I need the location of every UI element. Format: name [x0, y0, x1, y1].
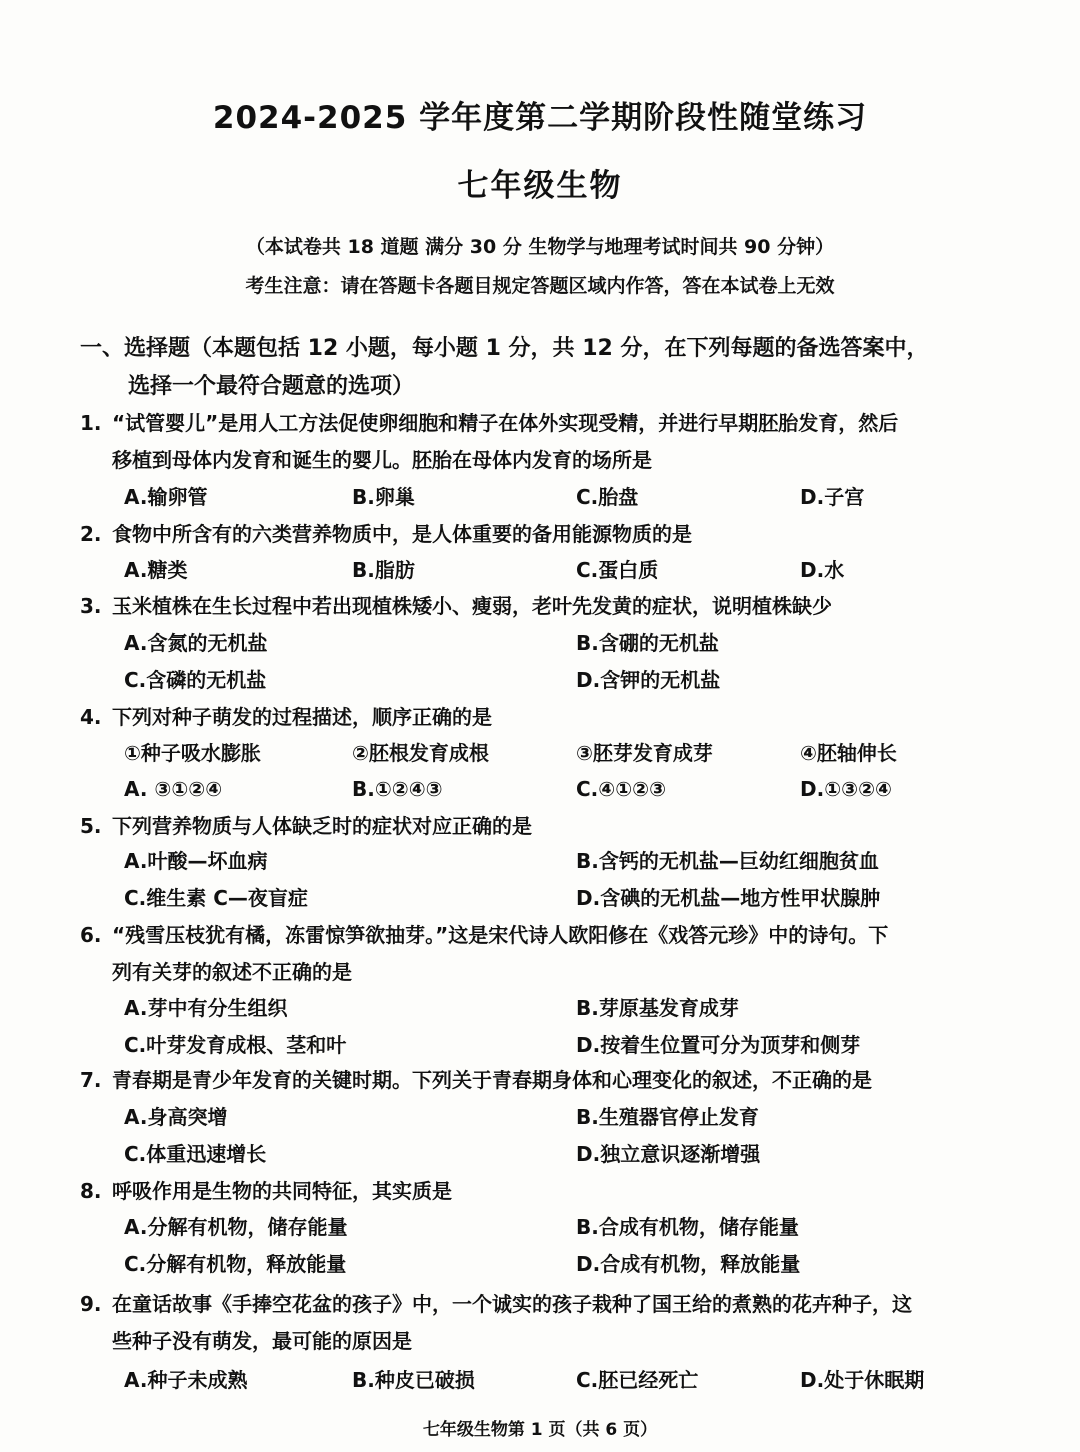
option-d: D.独立意识逐渐增强 — [576, 1142, 761, 1166]
option-a: A.分解有机物，储存能量 — [124, 1215, 348, 1239]
question-number: 5. — [80, 814, 102, 838]
option-a: A.输卵管 — [124, 485, 208, 509]
question-text: 在童话故事《手捧空花盆的孩子》中，一个诚实的孩子栽种了国王给的煮熟的花卉种子，这 — [112, 1292, 912, 1316]
option-b: B.脂肪 — [352, 558, 415, 582]
option-d: D.水 — [800, 558, 845, 582]
section-heading-line1: 一、选择题（本题包括 12 小题，每小题 1 分，共 12 分，在下列每题的备选答案中， — [80, 336, 929, 361]
option-c: C.蛋白质 — [576, 558, 659, 582]
exam-title: 2024-2025 学年度第二学期阶段性随堂练习 — [212, 100, 868, 136]
option-c: C.体重迅速增长 — [124, 1142, 267, 1166]
question-text-cont: 移植到母体内发育和诞生的婴儿。胚胎在母体内发育的场所是 — [112, 448, 652, 472]
option-a: A. ③①②④ — [124, 777, 223, 801]
option-d: D.处于休眠期 — [800, 1368, 925, 1392]
exam-notice: 考生注意：请在答题卡各题目规定答题区域内作答，答在本试卷上无效 — [245, 275, 835, 297]
section-heading-line2: 选择一个最符合题意的选项） — [128, 374, 415, 399]
option-d: D.含钾的无机盐 — [576, 668, 721, 692]
option-c: C.叶芽发育成根、茎和叶 — [124, 1033, 347, 1057]
question-2 — [80, 516, 1020, 553]
question-number: 9. — [80, 1292, 102, 1316]
question-text: 下列营养物质与人体缺乏时的症状对应正确的是 — [112, 814, 532, 838]
question-7-options-row1 — [120, 1099, 1020, 1136]
option-b: B.含钙的无机盐—巨幼红细胞贫血 — [576, 849, 879, 873]
option-d: D.合成有机物，释放能量 — [576, 1252, 801, 1276]
question-2-options — [120, 552, 1020, 589]
option-d: D.含碘的无机盐—地方性甲状腺肿 — [576, 886, 881, 910]
question-number: 3. — [80, 594, 102, 618]
question-4-options — [120, 771, 1020, 808]
question-text: 食物中所含有的六类营养物质中，是人体重要的备用能源物质的是 — [112, 522, 692, 546]
question-number: 4. — [80, 705, 102, 729]
option-a: A.糖类 — [124, 558, 188, 582]
question-7-options-row2 — [120, 1136, 1020, 1173]
question-3-options-row2 — [120, 662, 1020, 699]
option-a: A.叶酸—坏血病 — [124, 849, 268, 873]
option-b: B.芽原基发育成芽 — [576, 996, 739, 1020]
question-6-options-row2 — [120, 1027, 1020, 1064]
question-text: 呼吸作用是生物的共同特征，其实质是 — [112, 1179, 452, 1203]
option-b: B.①②④③ — [352, 777, 443, 801]
question-number: 2. — [80, 522, 102, 546]
question-text-cont: 列有关芽的叙述不正确的是 — [112, 960, 352, 984]
question-text: 青春期是青少年发育的关键时期。下列关于青春期身体和心理变化的叙述，不正确的是 — [112, 1068, 872, 1092]
question-1 — [80, 405, 1020, 479]
option-c: C.维生素 C—夜盲症 — [124, 886, 308, 910]
question-4 — [80, 699, 1020, 736]
option-c: C.含磷的无机盐 — [124, 668, 267, 692]
question-8-options-row1 — [120, 1209, 1020, 1246]
option-a: A.身高突增 — [124, 1105, 228, 1129]
question-text-cont: 些种子没有萌发，最可能的原因是 — [112, 1329, 412, 1353]
option-d: D.子宫 — [800, 485, 865, 509]
question-5 — [80, 808, 1020, 845]
question-9-options — [120, 1362, 1020, 1399]
question-6-options-row1 — [120, 990, 1020, 1027]
option-a: A.芽中有分生组织 — [124, 996, 288, 1020]
page-footer: 七年级生物第 1 页（共 6 页） — [422, 1420, 658, 1440]
step-4: ④胚轴伸长 — [800, 741, 897, 765]
option-d: D.按着生位置可分为顶芽和侧芽 — [576, 1033, 861, 1057]
question-7 — [80, 1062, 1020, 1099]
question-number: 8. — [80, 1179, 102, 1203]
question-number: 6. — [80, 923, 102, 947]
question-4-steps — [120, 735, 1020, 772]
step-3: ③胚芽发育成芽 — [576, 741, 713, 765]
step-2: ②胚根发育成根 — [352, 741, 489, 765]
question-number: 7. — [80, 1068, 102, 1092]
exam-subject: 七年级生物 — [457, 168, 623, 204]
question-text: “试管婴儿”是用人工方法促使卵细胞和精子在体外实现受精，并进行早期胚胎发育，然后 — [112, 411, 899, 435]
option-c: C.④①②③ — [576, 777, 667, 801]
option-c: C.胎盘 — [576, 485, 639, 509]
exam-info: （本试卷共 18 道题 满分 30 分 生物学与地理考试时间共 90 分钟） — [245, 236, 835, 258]
question-5-options-row2 — [120, 880, 1020, 917]
option-b: B.种皮已破损 — [352, 1368, 475, 1392]
question-1-options — [120, 479, 1020, 516]
question-8 — [80, 1173, 1020, 1210]
option-a: A.种子未成熟 — [124, 1368, 248, 1392]
option-b: B.卵巢 — [352, 485, 415, 509]
option-b: B.生殖器官停止发育 — [576, 1105, 759, 1129]
question-3 — [80, 588, 1020, 625]
question-6 — [80, 917, 1020, 991]
question-3-options-row1 — [120, 625, 1020, 662]
option-a: A.含氮的无机盐 — [124, 631, 268, 655]
question-9 — [80, 1286, 1020, 1360]
option-d: D.①③②④ — [800, 777, 892, 801]
question-number: 1. — [80, 411, 102, 435]
question-text: “残雪压枝犹有橘，冻雷惊笋欲抽芽。”这是宋代诗人欧阳修在《戏答元珍》中的诗句。下 — [112, 923, 889, 947]
question-5-options-row1 — [120, 843, 1020, 880]
question-8-options-row2 — [120, 1246, 1020, 1283]
question-text: 下列对种子萌发的过程描述，顺序正确的是 — [112, 705, 492, 729]
option-b: B.合成有机物，储存能量 — [576, 1215, 799, 1239]
step-1: ①种子吸水膨胀 — [124, 741, 261, 765]
option-b: B.含硼的无机盐 — [576, 631, 719, 655]
question-text: 玉米植株在生长过程中若出现植株矮小、瘦弱，老叶先发黄的症状，说明植株缺少 — [112, 594, 832, 618]
option-c: C.分解有机物，释放能量 — [124, 1252, 347, 1276]
option-c: C.胚已经死亡 — [576, 1368, 699, 1392]
section-heading — [80, 330, 1020, 406]
